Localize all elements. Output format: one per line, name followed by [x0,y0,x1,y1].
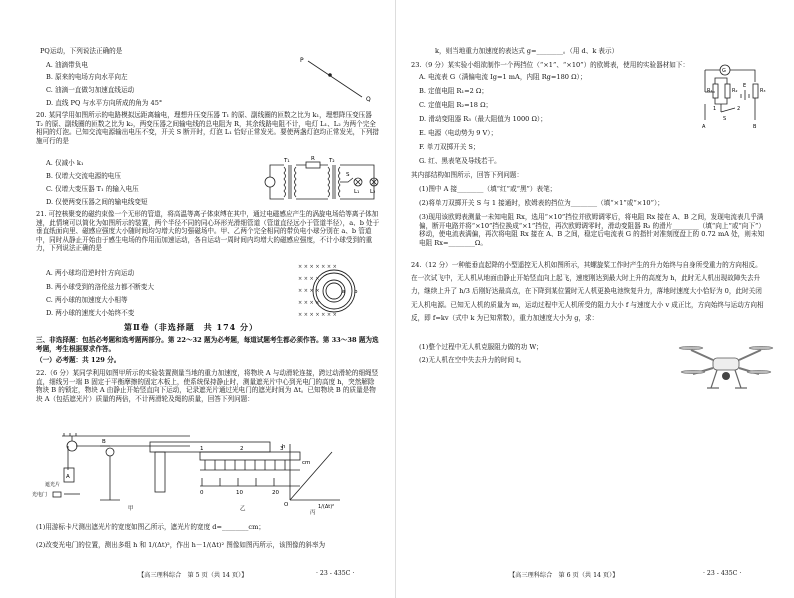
q19-option-b: B. 原来的电场方向水平向左 [46,73,128,81]
q19-option-c: C. 油滴一直做匀加速直线运动 [46,86,135,94]
q21-option-c: C. 两小球的加速度大小相等 [46,296,128,304]
ruler-top-2: 2 [240,446,244,452]
q23-item-e: E. 电源（电动势为 9 V）； [419,129,498,137]
q21-label-a: a [342,289,346,295]
q23-label-1: 1 [713,106,717,112]
q20-label-l1: L₁ [354,189,360,195]
page-divider [395,0,396,598]
q20-circuit-figure [262,157,384,207]
q23-item-b: B. 定值电阻 R₁=2 Ω； [419,87,488,95]
section2-title: 第Ⅱ卷（非选择题 共 174 分） [124,322,259,332]
q23-ohmmeter-circuit [675,62,771,128]
q23-item-g: G. 红、黑表笔及导线若干。 [419,157,501,165]
q20-label-r: R [311,156,315,162]
q21-magnetic-field-figure [296,260,378,322]
right-page [397,0,794,598]
q23-sub3: (3)现用该欧姆表测量一未知电阻 Rx，选用“×10”挡位并欧姆调零后，将电阻 Rx 接在 A、B 之间，发现电流表几乎满偏，断开电路并将“×10”挡位换成“×1”挡位，再次欧姆调零时，滑动变阻器 R₃ 的滑片________（填“向上”或“向下”）移动，使电流表满偏，再次将电阻 Rx 接在 A、B 之间，稳定后电流表 G 的指针对准刻度盘上的 0.72 mA 处，则未知电阻 Rx=________Ω。 [419,213,765,247]
right-footer-page: 【高三理科综合 第 6 页（共 14 页）】 [509,572,619,579]
q19-option-d: D. 直线 PQ 与水平方向所成的角为 45° [46,99,163,107]
left-footer-code: · 23 - 435C · [316,570,355,577]
q23-label-s: S [723,116,727,122]
q19-label-p: P [300,57,304,64]
q21-option-b: B. 两小球受到的洛伦兹力都不断变大 [46,283,154,291]
q23-stem: 23.（9 分）某实验小组欲制作一个两挡位（“×1”、“×10”）的欧姆表，使用的实验器材如下： [411,61,690,69]
q22-figures [32,434,340,516]
q23-label-b: B [753,124,757,130]
q20-option-a: A. 仅减小 k₁ [46,159,84,167]
ruler-top-3: 3 [280,446,284,452]
q24-sub1: (1)整个过程中无人机克服阻力做的功 W； [419,343,543,351]
graph-y-label: h [282,444,286,450]
q22-stem: 22.（6 分）某同学利用如图甲所示的实验装置测量当地的重力加速度，将物块 A 与动滑轮连接，跨过动滑轮的细绳竖直，细线另一端 B 固定于平衡摩擦的固定木板上，使系统保持静止时，测量遮光片中心到光电门的高度 h，突然解除物块 B 的锁定，物块 A 由静止开始竖直向下运动，记录遮光片通过光电门的遮光时间为 Δt。已知物块 B 的质量是物块 A（包括遮光片）质量的两倍，不计两滑轮及绳的质量，回答下列问题： [36,369,379,403]
fig-caption-bing: 丙 [310,510,316,516]
q20-label-l2: L₂ [370,189,376,195]
q21-stem: 21. 可控核聚变的磁约束像一个无形的管道，将高温等离子体束缚在其中，通过电磁感应产生的涡旋电场给等离子体加速，此情境可以简化为如图所示的装置，两个半径不同的同心环形光滑细管道（管道直径远小于管道半径），a、b 处于垂直纸面向里、磁感应强度大小随时间均匀增大的匀强磁场中。甲、乙两个完全相同的带负电小球分别在 a、b 管道中，同时从静止开始由于感生电场的作用而加速运动，各自运动一周时间内均增大的磁感应强度，不计小球受到的重力，下列说法正确的是 [36,210,380,253]
q19-figure [300,55,380,105]
svg-text:× × × ×: × × × × [298,276,320,282]
right-footer-code: · 23 - 435C · [703,570,742,577]
mandatory-header: （一）必考题：共 129 分。 [36,356,121,364]
ruler-top-unit: cm [302,460,311,466]
q21-option-a: A. 两小球均沿逆时针方向运动 [46,269,135,277]
q23-label-r2: R₂ [732,88,738,94]
q23-label-r1: R₁ [707,88,713,94]
fig-caption-jia: 甲 [128,506,134,512]
q23-item-c: C. 定值电阻 R₂=18 Ω； [419,101,493,109]
q23-label-g: G [722,68,726,74]
q19-option-a: A. 油滴带负电 [46,61,88,69]
ruler-top-1: 1 [200,446,204,452]
q23-item-f: F. 单刀双掷开关 S； [419,143,480,151]
q24-stem: 24.（12 分）一种能垂直起降的小型遥控无人机如图所示，其螺旋桨工作时产生的升力始终与自身所受重力的方向相反。在一次试飞中，无人机从地面由静止开始竖直向上起飞，速度刚达到最大时上升的高度为 h，此时无人机出现故障失去升力，继续上升了 h/3 后刚好达最高点，在下降到某位置时无人机更换电池恢复升力，落地时速度大小恰好为 0，此时关闭无人机电源。已知无人机的质量为 m，运动过程中无人机所受的阻力大小 f 与速度大小 v 成正比，方向始终与运动方向相反，即 f=kv（式中 k 为已知常数），重力加速度大小为 g，求： [411,261,764,322]
fig-label-b: B [102,439,106,445]
q19-label-q: Q [366,96,371,103]
q20-stem: 20. 某同学用如图所示的电路模拟远距离输电，理想升压变压器 T₁ 的原、副线圈的匝数之比为 k₁，理想降压变压器 T₂ 的原、副线圈的匝数之比为 k₂，两变压器之间输电线的总电阻为 R，其余线路电阻不计，电灯 L₁、L₂ 为两个完全相同的灯泡。已知交流电源输出电压不变，开关 S 断开时，灯泡 L₁ 恰好正常发光。要使两盏灯泡均正常发光，下列措施可行的是 [36,111,380,145]
q23-sub1: (1)图中 A 接________（填“红”或“黑”）表笔； [419,185,557,193]
q21-option-d: D. 两小球的速度大小始终不变 [46,309,135,317]
left-footer-page: 【高三理科综合 第 5 页（共 14 页）】 [138,572,248,579]
ruler-bottom-10: 10 [236,490,243,496]
svg-text:× × × × × × ×: × × × × × × × [298,264,337,270]
drone-image [679,340,773,396]
q24-sub2: (2)无人机在空中失去升力的时间 t。 [419,356,526,364]
left-page [0,0,395,598]
ruler-bottom-0: 0 [200,490,204,496]
svg-text:× × × × × × ×: × × × × × × × [298,312,337,318]
graph-origin: O [284,502,289,508]
q20-option-c: C. 仅增大变压器 T₁ 的输入电压 [46,185,139,193]
svg-text:× × × ×: × × × × [298,288,320,294]
fig-gate-label: 光电门 [32,492,48,498]
fig-caption-yi: 乙 [240,506,246,512]
q20-option-d: D. 仅使两变压器之间的输电线变短 [46,198,148,206]
fig-label-a: A [66,474,70,480]
q23-label-e: E [743,83,747,89]
svg-text:× × × ×: × × × × [298,300,320,306]
q19-stem-end: PQ运动，下列说法正确的是 [40,47,123,55]
q22-sub2: (2)改变光电门的位置，测出多组 h 和 1/(Δt)²，作出 h－1/(Δt)² 图像如图丙所示，该图像的斜率为 [36,541,326,549]
fig-shade-label: 遮光片 [45,482,61,488]
q23-item-d: D. 滑动变阻器 R₃（最大阻值为 1000 Ω）； [419,115,547,123]
q23-lead: 其内部结构如图所示，回答下列问题： [411,171,524,179]
q20-option-b: B. 仅增大交流电源的电压 [46,172,121,180]
q23-label-a: A [702,124,706,130]
q20-label-t2: T₂ [329,158,335,164]
q20-label-s: S [346,172,350,178]
q22-continuation: k，则当地重力加速度的表达式 g=________。（用 d、k 表示） [435,47,619,55]
q23-item-a: A. 电流表 G（满偏电流 Ig=1 mA，内阻 Rg=180 Ω）； [419,73,587,81]
section3-note: 三、非选择题：包括必考题和选考题两部分。第 22～32 题为必考题，每道试题考生都必须作答。第 33～38 题为选考题，考生根据要求作答。 [36,336,379,353]
q22-sub1: (1)用游标卡尺测出遮光片的宽度如图乙所示，遮光片的宽度 d=________cm； [36,523,265,531]
q21-label-b: b [354,289,358,295]
ruler-bottom-20: 20 [272,490,279,496]
q23-label-2: 2 [737,106,741,112]
q20-label-t1: T₁ [284,158,290,164]
q23-label-r3: R₃ [760,88,766,94]
q23-sub2: (2)将单刀双掷开关 S 与 1 接通时，欧姆表的挡位为________（填“×1”或“×10”）； [419,199,664,207]
graph-x-label: 1/(Δt)² [318,504,335,510]
